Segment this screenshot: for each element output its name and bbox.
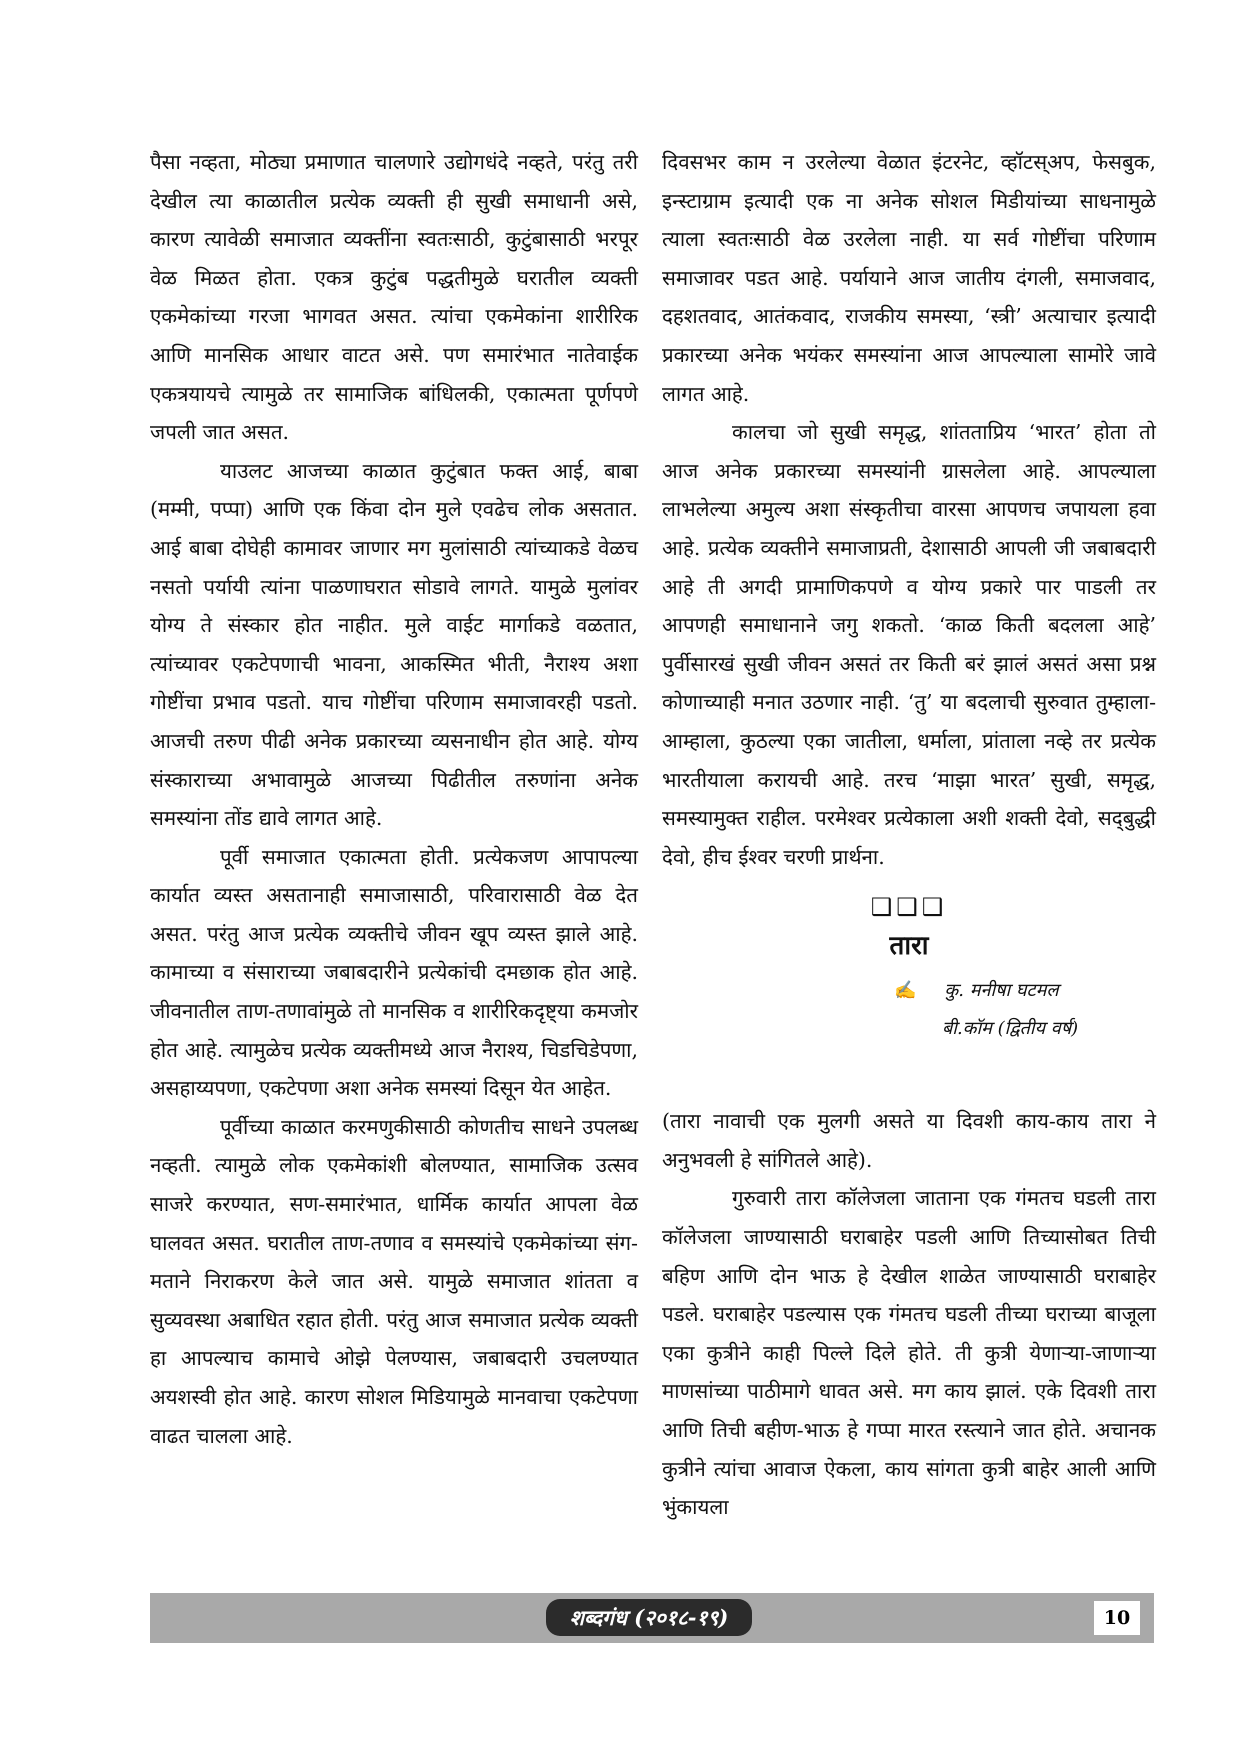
section-divider: ❑❑❑ <box>870 893 948 922</box>
magazine-title: शब्दगंध (२०१८-१९) <box>546 1599 752 1636</box>
paragraph: कालचा जो सुखी समृद्ध, शांतताप्रिय ‘भारत’ होता तो आज अनेक प्रकारच्या समस्यांनी ग्रासलेला आहे. आपल्याला लाभलेल्या अमुल्य अशा संस्कृतीचा वारसा आपणच जपायला हवा आहे. प्रत्येक व्यक्तीने समाजाप्रती, देशासाठी आपली जी जबाबदारी आहे ती अगदी प्रामाणिकपणे व योग्य प्रकारे पार पाडली तर आपणही समाधानाने जगु शकतो. ‘काळ किती बदलला आहे’ पुर्वीसारखं सुखी जीवन असतं तर किती बरं झालं असतं असा प्रश्न कोणाच्याही मनात उठणार नाही. ‘तु’ या बदलाची सुरुवात तुम्हाला-आम्हाला, कुठल्या एका जातीला, धर्माला, प्रांताला नव्हे तर प्रत्येक भारतीयाला करायची आहे. तरच ‘माझा भारत’ सुखी, समृद्ध, समस्यामुक्त राहील. परमेश्वर प्रत्येकाला अशी शक्ती देवो, सद्‌बुद्धी देवो, हीच ईश्वर चरणी प्रार्थना. <box>662 420 1156 869</box>
author-name: कु. मनीषा घटमल <box>944 980 1059 1002</box>
left-column <box>150 143 638 1455</box>
paragraph: पूर्वीच्या काळात करमणुकीसाठी कोणतीच साधने उपलब्ध नव्हती. त्यामुळे लोक एकमेकांशी बोलण्यात, सामाजिक उत्सव साजरे करण्यात, सण-समारंभात, धार्मिक कार्यात आपला वेळ घालवत असत. घरातील ताण-तणाव व समस्यांचे एकमेकांच्या संग-मताने निराकरण केले जात असे. यामुळे समाजात शांतता व सुव्यवस्था अबाधित रहात होती. परंतु आज समाजात प्रत्येक व्यक्ती हा आपल्याच कामाचे ओझे पेलण्यास, जबाबदारी उचलण्यात अयशस्वी होत आहे. कारण सोशल मिडियामुळे मानवाचा एकटेपणा वाढत चालला आहे. <box>150 1114 638 1448</box>
right-column <box>662 143 1156 1527</box>
page-number: 10 <box>1094 1601 1140 1635</box>
story-paragraph: गुरुवारी तारा कॉलेजला जाताना एक गंमतच घडली तारा कॉलेजला जाण्यासाठी घराबाहेर पडली आणि तिच्यासोबत तिची बहिण आणि दोन भाऊ हे देखील शाळेत जाण्यासाठी घराबाहेर पडले. घराबाहेर पडल्यास एक गंमतच घडली तीच्या घराच्या बाजूला एका कुत्रीने काही पिल्ले दिले होते. ती कुत्री येणाऱ्या-जाणाऱ्या माणसांच्या पाठीमागे धावत असे. मग काय झालं. एके दिवशी तारा आणि तिची बहीण-भाऊ हे गप्पा मारत रस्त्याने जात होते. अचानक कुत्रीने त्यांचा आवाज ऐकला, काय सांगता कुत्री बाहेर आली आणि भुंकायला <box>662 1186 1156 1520</box>
piece-title: तारा <box>889 931 929 962</box>
byline <box>662 972 1156 1048</box>
paragraph: पैसा नव्हता, मोठ्या प्रमाणात चालणारे उद्योगधंदे नव्हते, परंतु तरी देखील त्या काळातील प्रत्येक व्यक्ती ही सुखी समाधानी असे, कारण त्यावेळी समाजात व्यक्तींना स्वतःसाठी, कुटुंबासाठी भरपूर वेळ मिळत होता. एकत्र कुटुंब पद्धतीमुळे घरातील व्यक्ती एकमेकांच्या गरजा भागवत असत. त्यांचा एकमेकांना शारीरिक आणि मानसिक आधार वाटत असे. पण समारंभात नातेवाईक एकत्रयायचे त्यामुळे तर सामाजिक बांधिलकी, एकात्मता पूर्णपणे जपली जात असत. <box>150 150 638 445</box>
paragraph: दिवसभर काम न उरलेल्या वेळात इंटरनेट, व्हॉटस्अप, फेसबुक, इन्स्टाग्राम इत्यादी एक ना अनेक सोशल मिडीयांच्या साधनामुळे त्याला स्वतःसाठी वेळ उरलेला नाही. या सर्व गोष्टींचा परिणाम समाजावर पडत आहे. पर्यायाने आज जातीय दंगली, समाजवाद, दहशतवाद, आतंकवाद, राजकीय समस्या, ‘स्त्री’ अत्याचार इत्यादी प्रकारच्या अनेक भयंकर समस्यांना आज आपल्याला सामोरे जावे लागत आहे. <box>662 150 1156 406</box>
story-intro: (तारा नावाची एक मुलगी असते या दिवशी काय-काय तारा ने अनुभवली हे सांगितले आहे). <box>662 1109 1156 1172</box>
paragraph: याउलट आजच्या काळात कुटुंबात फक्त आई, बाबा (मम्मी, पप्पा) आणि एक किंवा दोन मुले एवढेच लोक असतात. आई बाबा दोघेही कामावर जाणार मग मुलांसाठी त्यांच्याकडे वेळच नसतो पर्यायी त्यांना पाळणाघरात सोडावे लागते. यामुळे मुलांवर योग्य ते संस्कार होत नाहीत. मुले वाईट मार्गाकडे वळतात, त्यांच्यावर एकटेपणाची भावना, आकस्मित भीती, नैराश्य अशा गोष्टींचा प्रभाव पडतो. याच गोष्टींचा परिणाम समाजावरही पडतो. आजची तरुण पीढी अनेक प्रकारच्या व्यसनाधीन होत आहे. योग्य संस्काराच्या अभावामुळे आजच्या पिढीतील तरुणांना अनेक समस्यांना तोंड द्यावे लागत आहे. <box>150 458 638 831</box>
pen-icon: ✍ <box>894 980 917 1002</box>
author-class: बी.कॉम (द्वितीय वर्ष) <box>942 1018 1079 1040</box>
page-footer <box>150 1593 1154 1643</box>
paragraph: पूर्वी समाजात एकात्मता होती. प्रत्येकजण आपापल्या कार्यात व्यस्त असतानाही समाजासाठी, परिवारासाठी वेळ देत असत. परंतु आज प्रत्येक व्यक्तीचे जीवन खूप व्यस्त झाले आहे. कामाच्या व संसाराच्या जबाबदारीने प्रत्येकांची दमछाक होत आहे. जीवनातील ताण-तणावांमुळे तो मानसिक व शारीरिकदृष्ट्या कमजोर होत आहे. त्यामुळेच प्रत्येक व्यक्तीमध्ये आज नैराश्य, चिडचिडेपणा, असहाय्यपणा, एकटेपणा अशा अनेक समस्यां दिसून येत आहेत. <box>150 844 638 1101</box>
